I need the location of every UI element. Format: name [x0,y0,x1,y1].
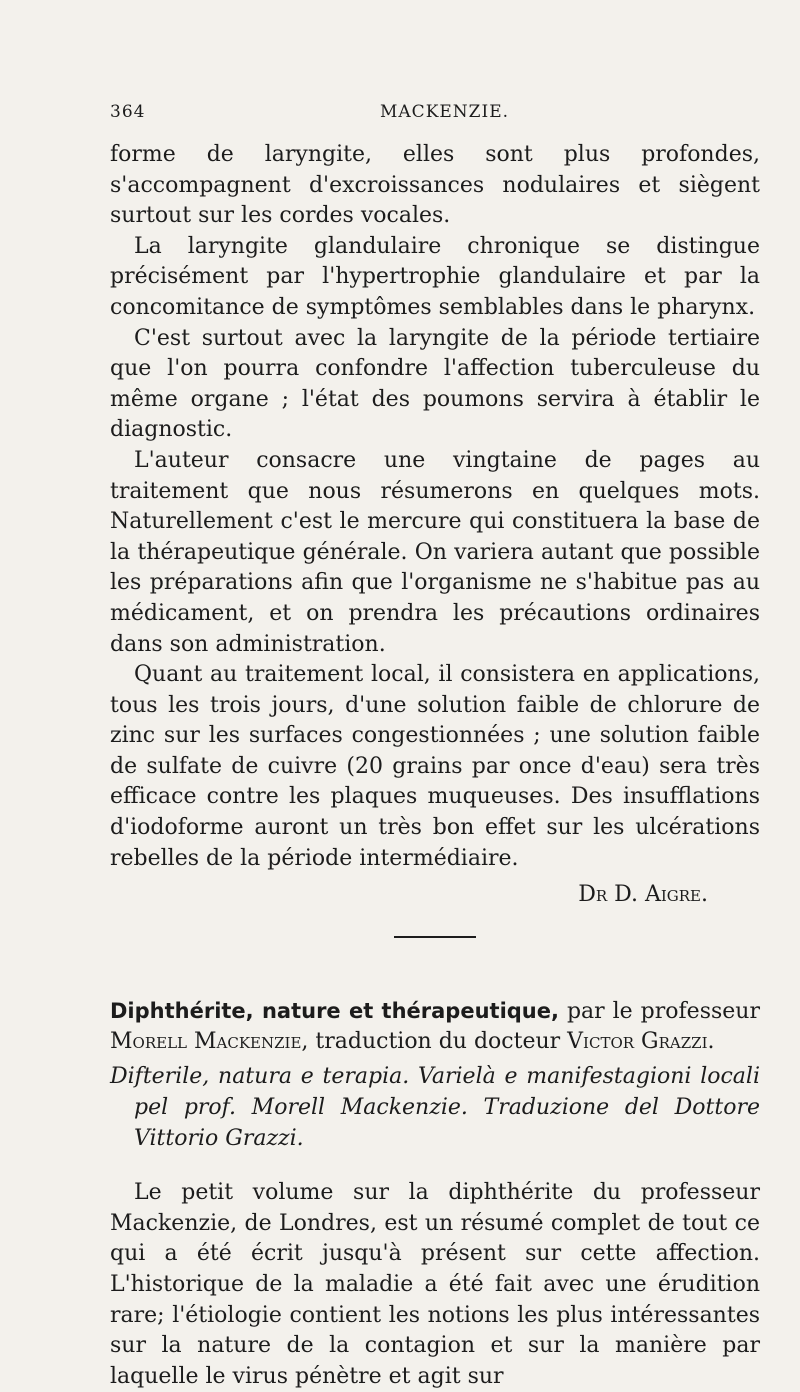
paragraph: Le petit volume sur la diphthérite du professeur Mackenzie, de Londres, est un résumé complet de tout ce qui a été écrit jusqu'à présent sur cette affection. L'historique de la maladie a été fait avec une érudition rare; l'étiologie contient les notions les plus intéressantes sur la nature de la contagion et sur la manière par laquelle le virus pénètre et agit sur [110,1180,760,1389]
paragraph: C'est surtout avec la laryngite de la période tertiaire que l'on pourra confondre l'affection tuberculeuse du même organe ; l'état des poumons servira à établir le diagnostic. [110,325,760,443]
paragraph: L'auteur consacre une vingtaine de pages au traitement que nous résumerons en quelques mots. Naturellement c'est le mercure qui constituera la base de la thérapeutique générale. On variera autant que possible les préparations afin que l'organisme ne s'habitue pas au médicament, et on prendra les précautions ordinaires dans son administration. [110,447,760,657]
review-author: Morell Mackenzie, [110,1029,309,1055]
review-body [110,1178,760,1392]
review-heading [110,996,760,1057]
section-divider [394,936,476,938]
page-header [110,100,760,140]
page-number: 364 [110,102,146,122]
running-title: MACKENZIE. [380,102,510,122]
author-signature: Dr D. Aigre. [578,882,708,908]
paragraph: Quant au traitement local, il consistera en applications, tous les trois jours, d'une solution faible de chlorure de zinc sur les surfaces congestionnées ; une solution faible de sulfate de cuivre (20 grains par once d'eau) sera très efficace contre les plaques muqueuses. Des insufflations d'iodoforme auront un très bon effet sur les ulcérations rebelles de la période intermédiaire. [110,662,760,871]
review-translation-by: traduction du docteur [315,1029,561,1055]
review-by: par le professeur [566,999,760,1025]
review-title: Diphthérite, nature et thérapeutique, [110,999,559,1024]
article-body [110,140,760,874]
paragraph: forme de laryngite, elles sont plus profondes, s'accompagnent d'excroissances nodulaires et siègent surtout sur les cordes vocales. [110,142,760,229]
review-translator: Victor Grazzi. [567,1029,715,1055]
italian-title: Difterile, natura e terapia. Varielà e manifestagioni locali pel prof. Morell Mackenzie. Traduzione del Dottore Vittorio Grazzi. [110,1064,760,1152]
paragraph: La laryngite glandulaire chronique se distingue précisément par l'hypertrophie glandulaire et par la concomitance de symptômes semblables dans le pharynx. [110,233,760,320]
